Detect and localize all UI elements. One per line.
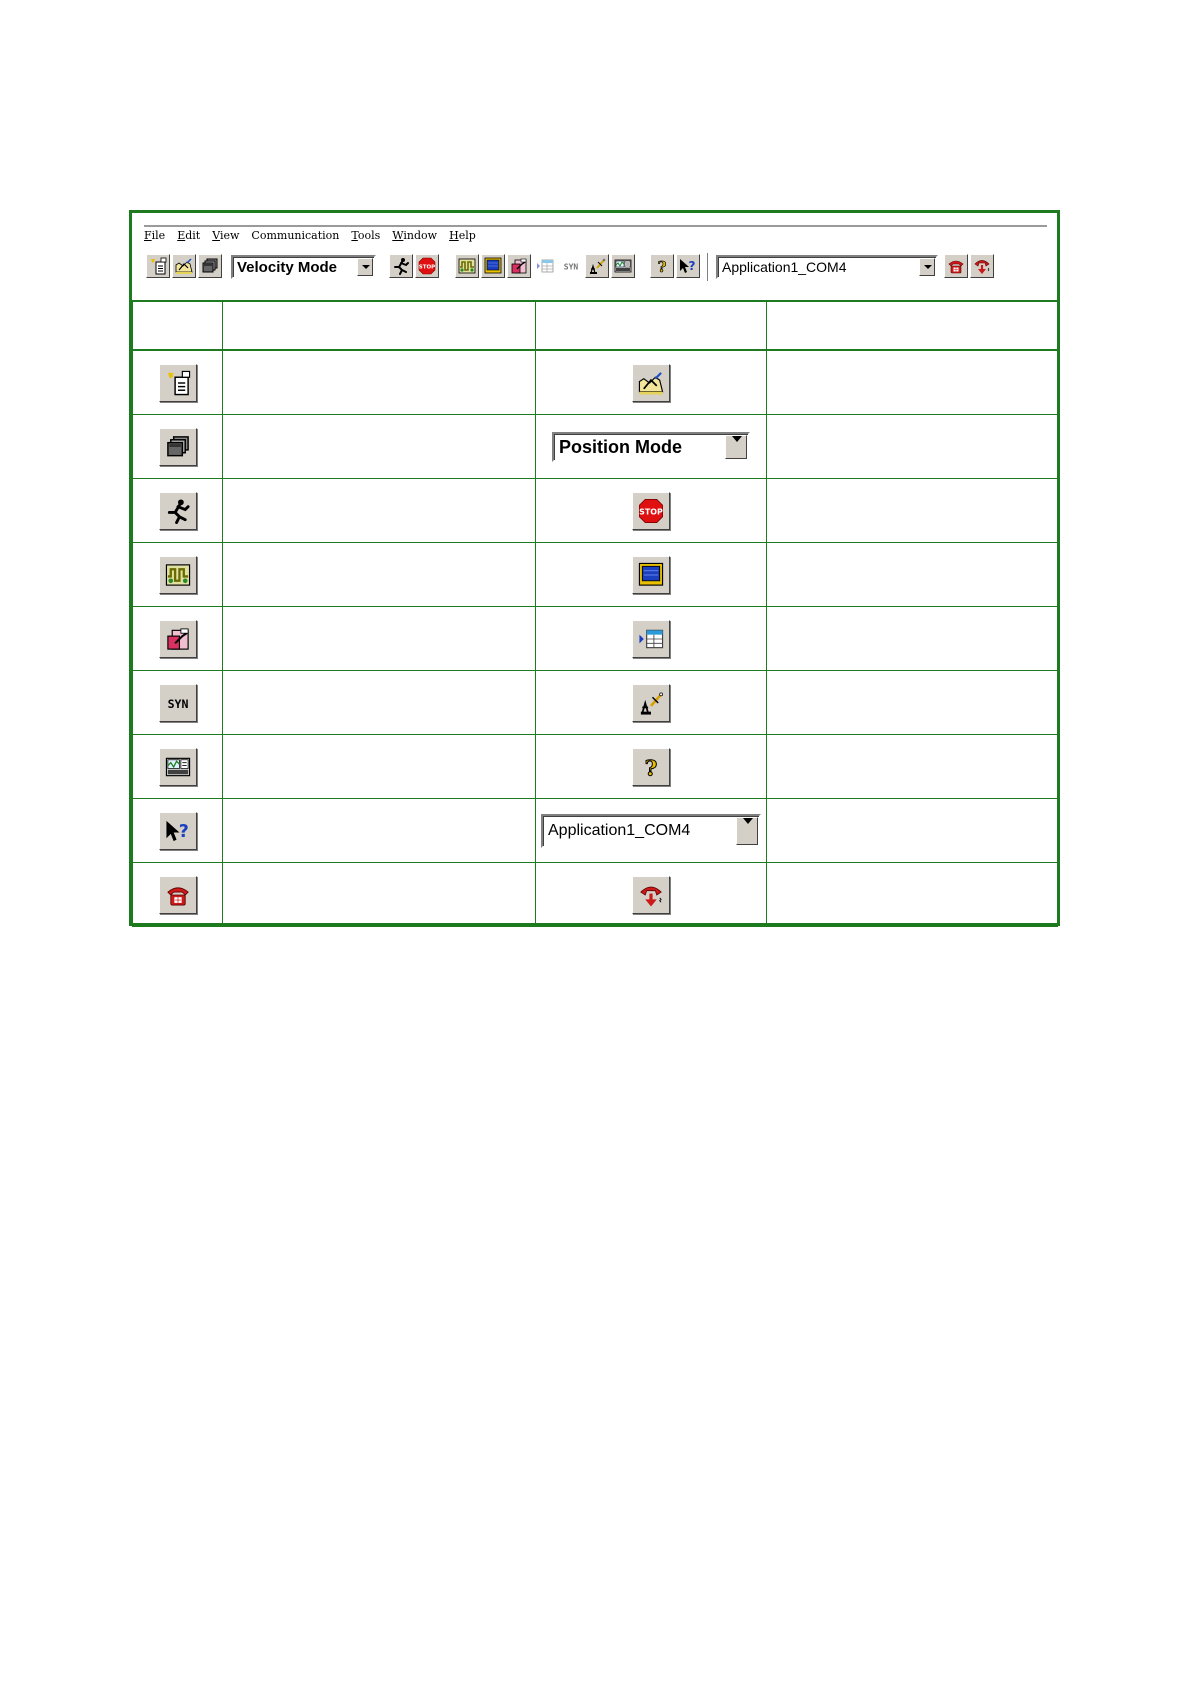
menubar [144, 229, 476, 247]
mode-select[interactable] [231, 255, 376, 279]
menu-view[interactable]: View [212, 229, 240, 242]
table-row [133, 543, 1058, 607]
mode-select-value: Velocity Mode [237, 259, 338, 276]
new-project-button[interactable] [146, 254, 170, 278]
disconnect-icon [973, 257, 991, 275]
row-description [223, 350, 536, 415]
setup-wizard-icon [638, 370, 664, 396]
table-header-row [133, 301, 1058, 350]
row-description [767, 735, 1058, 799]
application-select-value: Application1_COM4 [548, 821, 691, 839]
row-description [767, 799, 1058, 863]
application-select[interactable] [716, 255, 938, 279]
header-icon-col-2 [536, 301, 767, 350]
parameters-icon [510, 257, 528, 275]
context-help-button[interactable] [159, 812, 197, 850]
tuning-button[interactable] [632, 684, 670, 722]
copy-windows-button[interactable] [198, 254, 222, 278]
help-icon [638, 754, 664, 780]
chevron-down-icon[interactable] [736, 817, 758, 845]
step-table-icon [638, 626, 664, 652]
disconnect-button[interactable] [632, 876, 670, 914]
row-description [223, 671, 536, 735]
table-row [133, 799, 1058, 863]
syn-icon [562, 257, 580, 275]
copy-windows-icon [165, 434, 191, 460]
toolbar-reference-table [129, 210, 1060, 926]
toolbar-separator [707, 253, 711, 281]
row-description [223, 607, 536, 671]
stop-button[interactable] [632, 492, 670, 530]
step-table-button[interactable] [533, 254, 557, 278]
stop-icon [418, 257, 436, 275]
row-description [223, 415, 536, 479]
stop-icon [638, 498, 664, 524]
help-button[interactable] [650, 254, 674, 278]
context-help-icon [679, 257, 697, 275]
parameters-icon [165, 626, 191, 652]
row-description [223, 479, 536, 543]
main-toolbar [144, 250, 1047, 290]
chevron-down-icon[interactable] [725, 435, 747, 459]
scope-icon [614, 257, 632, 275]
signal-button[interactable] [455, 254, 479, 278]
syn-button[interactable] [559, 254, 583, 278]
header-icon-col-1 [133, 301, 223, 350]
chevron-down-icon[interactable] [357, 258, 373, 276]
monitor-icon [638, 562, 664, 588]
new-project-icon [165, 370, 191, 396]
table-row [133, 479, 1058, 543]
row-description [767, 543, 1058, 607]
syn-button[interactable] [159, 684, 197, 722]
parameters-button[interactable] [159, 620, 197, 658]
disconnect-icon [638, 882, 664, 908]
connect-button[interactable] [159, 876, 197, 914]
disconnect-button[interactable] [970, 254, 994, 278]
run-button[interactable] [159, 492, 197, 530]
menu-window[interactable]: Window [392, 229, 438, 242]
chevron-down-icon[interactable] [919, 258, 935, 276]
scope-button[interactable] [159, 748, 197, 786]
signal-button[interactable] [159, 556, 197, 594]
tuning-icon [638, 690, 664, 716]
connect-icon [165, 882, 191, 908]
menu-edit[interactable]: Edit [177, 229, 201, 242]
row-description [223, 735, 536, 799]
table-row [133, 863, 1058, 927]
monitor-button[interactable] [481, 254, 505, 278]
table-row [133, 735, 1058, 799]
setup-wizard-icon [175, 257, 193, 275]
scope-icon [165, 754, 191, 780]
copy-windows-icon [201, 257, 219, 275]
signal-icon [458, 257, 476, 275]
new-project-button[interactable] [159, 364, 197, 402]
context-help-icon [165, 818, 191, 844]
icon-description-table [132, 300, 1058, 927]
row-description [223, 543, 536, 607]
row-description [767, 863, 1058, 927]
tuning-icon [588, 257, 606, 275]
position-mode-value: Position Mode [559, 436, 682, 457]
run-icon [165, 498, 191, 524]
row-description [223, 863, 536, 927]
connect-icon [947, 257, 965, 275]
row-description [223, 799, 536, 863]
signal-icon [165, 562, 191, 588]
menu-file[interactable]: File [144, 229, 166, 242]
menu-communication[interactable]: Communication [251, 229, 340, 242]
row-description [767, 415, 1058, 479]
row-description [767, 479, 1058, 543]
step-table-icon [536, 257, 554, 275]
parameters-button[interactable] [507, 254, 531, 278]
setup-wizard-button[interactable] [172, 254, 196, 278]
new-project-icon [149, 257, 167, 275]
header-desc-col-1 [223, 301, 536, 350]
table-row [133, 607, 1058, 671]
application-select[interactable] [541, 814, 761, 848]
table-row [133, 671, 1058, 735]
row-description [767, 671, 1058, 735]
application-select-value: Application1_COM4 [722, 259, 847, 275]
menubar-border [144, 225, 1047, 227]
menu-help[interactable]: Help [449, 229, 476, 242]
context-help-button[interactable] [676, 254, 700, 278]
help-button[interactable] [632, 748, 670, 786]
stop-button[interactable] [415, 254, 439, 278]
setup-wizard-button[interactable] [632, 364, 670, 402]
app-window-snippet [132, 213, 1057, 300]
connect-button[interactable] [944, 254, 968, 278]
copy-windows-button[interactable] [159, 428, 197, 466]
syn-icon [165, 690, 191, 716]
step-table-button[interactable] [632, 620, 670, 658]
menu-tools[interactable]: Tools [351, 229, 381, 242]
table-row [133, 350, 1058, 415]
position-mode-select[interactable] [552, 432, 750, 462]
help-icon [653, 257, 671, 275]
monitor-icon [484, 257, 502, 275]
tuning-button[interactable] [585, 254, 609, 278]
monitor-button[interactable] [632, 556, 670, 594]
run-button[interactable] [389, 254, 413, 278]
run-icon [392, 257, 410, 275]
row-description [767, 350, 1058, 415]
header-desc-col-2 [767, 301, 1058, 350]
row-description [767, 607, 1058, 671]
table-row [133, 415, 1058, 479]
scope-button[interactable] [611, 254, 635, 278]
